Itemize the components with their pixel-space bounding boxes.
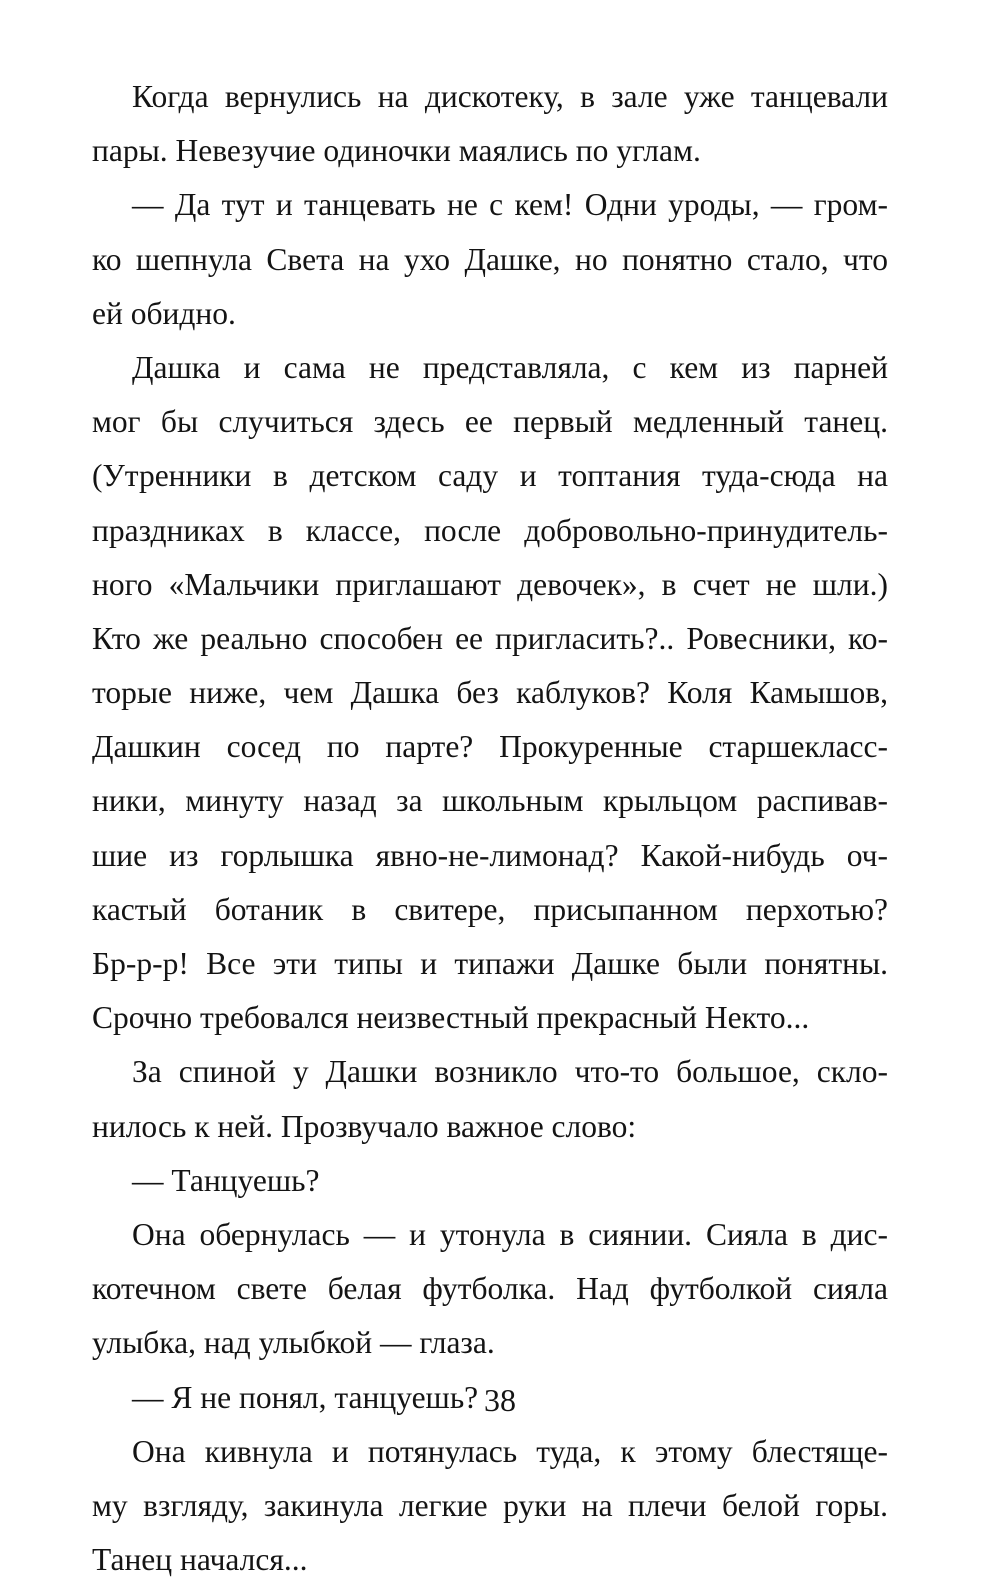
text-line: Она обернулась — и утонула в сиянии. Сияла в дис-: [132, 1216, 888, 1252]
body-text: [92, 70, 888, 1587]
text-line: — Да тут и танцевать не с кем! Одни уроды, — гром-: [132, 187, 888, 223]
text-line: нилось к ней. Прозвучало важное слово:: [92, 1108, 637, 1144]
text-line: праздниках в классе, после добровольно-принудитель-: [92, 512, 888, 548]
text-line: (Утренники в детском саду и топтания туда-сюда на: [92, 458, 888, 494]
text-line: улыбка, над улыбкой — глаза.: [92, 1325, 495, 1361]
text-line: ники, минуту назад за школьным крыльцом распивав-: [92, 783, 888, 819]
text-line: му взгляду, закинула легкие руки на плечи белой горы.: [92, 1487, 888, 1523]
text-line: торые ниже, чем Дашка без каблуков? Коля Камышов,: [92, 675, 888, 711]
text-line: шие из горлышка явно-не-лимонад? Какой-нибудь оч-: [92, 837, 888, 873]
text-line: Танец начался...: [92, 1542, 308, 1578]
text-line: ей обидно.: [92, 295, 236, 331]
text-line: Когда вернулись на дискотеку, в зале уже танцевали: [132, 79, 888, 114]
text-line: ного «Мальчики приглашают девочек», в счет не шли.): [92, 566, 888, 602]
text-line: котечном свете белая футболка. Над футболкой сияла: [92, 1271, 888, 1307]
text-line: кастый ботаник в свитере, присыпанном перхотью?: [92, 891, 888, 927]
text-line: пары. Невезучие одиночки маялись по углам.: [92, 133, 701, 169]
text-line: Срочно требовался неизвестный прекрасный Некто...: [92, 1000, 810, 1036]
text-line: Бр-р-р! Все эти типы и типажи Дашке были понятны.: [92, 946, 888, 981]
text-line: Дашка и сама не представляла, с кем из парней: [132, 349, 888, 385]
text-line: Она кивнула и потянулась туда, к этому блестяще-: [132, 1433, 888, 1469]
text-line: Кто же реально способен ее пригласить?.. Ровесники, ко-: [92, 620, 888, 656]
text-line: мог бы случиться здесь ее первый медленный танец.: [92, 404, 888, 440]
text-line: ко шепнула Света на ухо Дашке, но понятно стало, что: [92, 241, 888, 277]
text-line: За спиной у Дашки возникло что-то большое, скло-: [132, 1054, 888, 1090]
text-line: — Я не понял, танцуешь?: [132, 1379, 479, 1415]
text-line: Дашкин сосед по парте? Прокуренные старшекласс-: [92, 729, 888, 765]
page-number: 38: [484, 1382, 516, 1418]
text-line: — Танцуешь?: [132, 1162, 320, 1198]
